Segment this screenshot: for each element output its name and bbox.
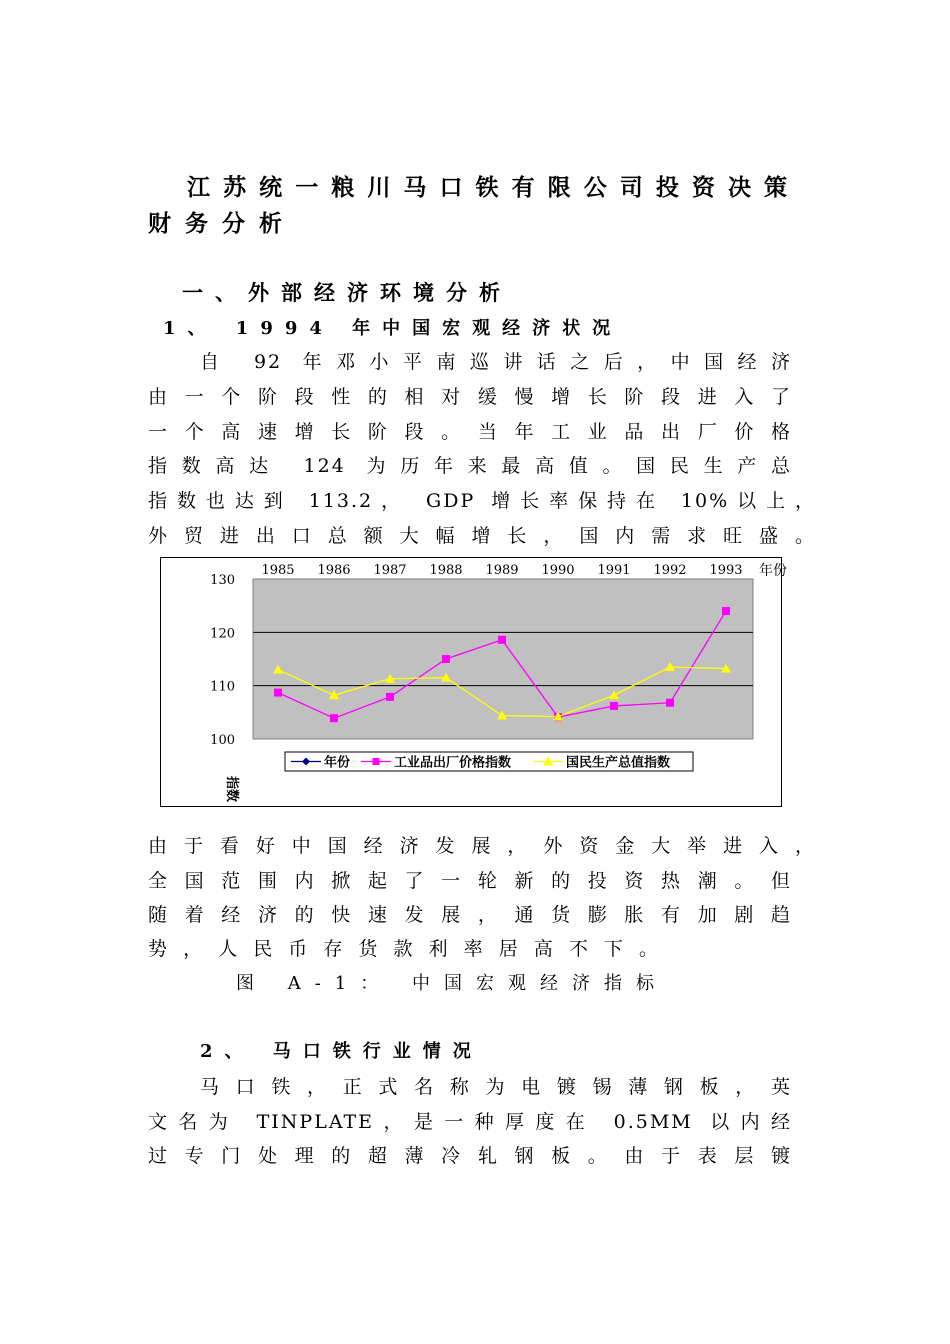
data-point-square bbox=[386, 693, 394, 701]
legend-label: 年份 bbox=[324, 755, 351, 771]
section-heading-1: 一、外部经济环境分析 bbox=[182, 280, 512, 305]
x-tick-label: 1991 bbox=[597, 563, 631, 578]
paragraph-2-line-1: 由于看好中国经济发展，外资金大举进入， bbox=[148, 835, 816, 857]
macro-indicators-chart bbox=[160, 557, 787, 807]
legend-label: 国民生产总值指数 bbox=[566, 755, 671, 771]
x-tick-label: 1985 bbox=[261, 563, 295, 578]
paragraph-2-line-2: 全国范围内掀起了一轮新的投资热潮。但 bbox=[148, 870, 792, 892]
subsection-heading-2: 2、 马口铁行业情况 bbox=[200, 1041, 483, 1062]
y-tick-label: 130 bbox=[210, 573, 235, 588]
document-title-line1: 江苏统一粮川马口铁有限公司投资决策 bbox=[187, 174, 795, 201]
y-tick-label: 110 bbox=[210, 679, 235, 695]
paragraph-1-line-1: 自 92 年邓小平南巡讲话之后，中国经济 bbox=[200, 351, 792, 373]
paragraph-3-line-2: 文名为 TINPLATE，是一种厚度在 0.5MM 以内经 bbox=[148, 1111, 792, 1133]
data-point-square bbox=[666, 699, 674, 707]
document-title-line2: 财务分析 bbox=[148, 210, 296, 237]
legend-label: 工业品出厂价格指数 bbox=[394, 755, 512, 771]
paragraph-1-line-3: 一个高速增长阶段。当年工业品出厂价格 bbox=[148, 421, 792, 443]
x-tick-label: 1992 bbox=[653, 563, 687, 578]
x-tick-label: 1988 bbox=[429, 563, 463, 578]
y-tick-label: 100 bbox=[210, 733, 235, 748]
paragraph-3-line-1: 马口铁，正式名称为电镀锡薄钢板，英 bbox=[200, 1076, 792, 1098]
subsection-heading-1: 1、 1994 年中国宏观经济状况 bbox=[163, 318, 623, 339]
paragraph-1-line-5: 指数也达到 113.2， GDP 增长率保持在 10%以上， bbox=[148, 490, 816, 512]
data-point-square bbox=[722, 607, 730, 615]
data-point-square bbox=[498, 636, 506, 644]
paragraph-1-line-6: 外贸进出口总额大幅增长，国内需求旺盛。 bbox=[148, 525, 816, 547]
x-tick-label: 1986 bbox=[317, 563, 351, 578]
data-point-square bbox=[610, 702, 618, 710]
y-tick-label: 120 bbox=[210, 626, 235, 642]
paragraph-1-line-2: 由一个阶段性的相对缓慢增长阶段进入了 bbox=[148, 386, 792, 408]
chart-svg bbox=[161, 558, 787, 806]
data-point-square bbox=[274, 689, 282, 697]
x-tick-label: 1987 bbox=[373, 563, 407, 578]
legend-marker-square bbox=[373, 758, 380, 765]
data-point-square bbox=[442, 655, 450, 663]
figure-caption: 图 A-1： 中国宏观经济指标 bbox=[236, 973, 668, 994]
paragraph-3-line-3: 过专门处理的超薄冷轧钢板。由于表层镀 bbox=[148, 1145, 792, 1167]
x-tick-label: 1989 bbox=[485, 563, 519, 578]
data-point-square bbox=[330, 714, 338, 722]
x-tick-label: 1993 bbox=[709, 563, 743, 578]
paragraph-2-line-4: 势，人民币存货款利率居高不下。 bbox=[148, 938, 660, 960]
paragraph-1-line-4: 指数高达 124 为历年来最高值。国民生产总 bbox=[148, 455, 792, 477]
y-axis-label: 指数 bbox=[224, 776, 239, 803]
x-tick-label: 1990 bbox=[541, 563, 575, 578]
x-axis-label: 年份 bbox=[759, 563, 787, 579]
paragraph-2-line-3: 随着经济的快速发展，通货膨胀有加剧趋 bbox=[148, 904, 792, 926]
